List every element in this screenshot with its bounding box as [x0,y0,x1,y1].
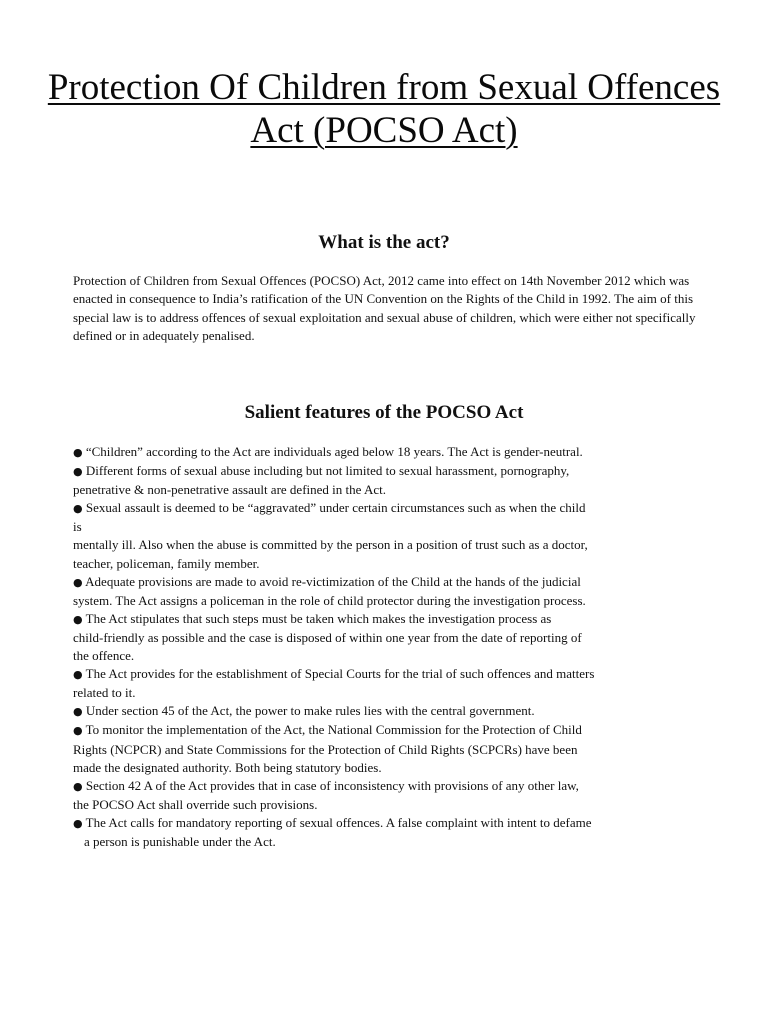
list-item [73,814,705,851]
bullet-icon: ● [73,446,83,459]
list-item-text-line: Adequate provisions are made to avoid re-victimization of the Child at the hands of the judicial [85,573,581,589]
list-item-text-line: related to it. [73,685,136,701]
list-item-text-line: Different forms of sexual abuse including but not limited to sexual harassment, pornography, [85,463,570,479]
bullet-icon: ● [73,779,83,793]
list-item [73,665,705,702]
document-title: Protection Of Children from Sexual Offences Act (POCSO Act) [47,67,721,151]
list-item [73,777,705,814]
list-item-text-line: made the designated authority. Both being statutory bodies. [73,759,382,775]
bullet-icon: ● [73,612,83,626]
bullet-icon: ● [73,465,83,479]
list-item [73,702,705,721]
section-heading-salient-features: Salient features of the POCSO Act [244,402,524,423]
list-item-text-line: teacher, policeman, family member. [73,555,260,571]
list-item-text-line: The Act calls for mandatory reporting of sexual offences. A false complaint with intent to defame [85,814,592,830]
list-item [73,721,705,776]
list-item [73,573,705,610]
bullet-icon: ● [73,502,83,516]
bullet-icon: ● [73,705,83,719]
list-item-text-line: is [73,519,82,535]
list-item-text-line: a person is punishable under the Act. [84,833,276,849]
list-item-text-line: “Children” according to the Act are individuals aged below 18 years. The Act is gender-neutral. [85,444,583,459]
bullet-icon: ● [73,668,83,682]
list-item-text-line: To monitor the implementation of the Act, the National Commission for the Protection of Child [85,722,582,738]
list-item-text-line: Rights (NCPCR) and State Commissions for the Protection of Child Rights (SCPCRs) have been [73,741,578,757]
list-item-text-line: The Act provides for the establishment of Special Courts for the trial of such offences and matters [85,666,595,682]
bullet-icon: ● [73,816,83,830]
bullet-icon: ● [73,575,83,589]
list-item [73,610,705,665]
list-item-text-line: Section 42 A of the Act provides that in case of inconsistency with provisions of any other law, [85,777,579,793]
list-item [73,462,705,499]
list-item-text-line: Under section 45 of the Act, the power to make rules lies with the central government. [85,703,535,719]
list-item-text-line: child-friendly as possible and the case is disposed of within one year from the date of reporting of [73,629,582,645]
list-item-text-line: the offence. [73,648,135,664]
bullet-icon: ● [73,724,83,738]
list-item-text-line: penetrative & non-penetrative assault are defined in the Act. [73,482,386,498]
list-item-text-line: Sexual assault is deemed to be “aggravated” under certain circumstances such as when the child [85,500,586,516]
list-item-text-line: system. The Act assigns a policeman in the role of child protector during the investigation process. [73,592,586,608]
list-item [73,499,705,572]
list-item-text-line: The Act stipulates that such steps must be taken which makes the investigation process as [85,610,552,626]
salient-features-list [73,443,705,851]
list-item [73,443,705,462]
list-item-text-line: mentally ill. Also when the abuse is committed by the person in a position of trust such as a doctor, [73,537,588,553]
section-paragraph-what-is-the-act: Protection of Children from Sexual Offences (POCSO) Act, 2012 came into effect on 14th November 2012 which was enacted in consequence to India’s ratification of the UN Convention on the Rights of the Child in 1992. The aim of this special law is to address offences of sexual exploitation and sexual abuse of children, which were either not specifically defined or in adequately penalised. [73,273,696,344]
list-item-text-line: the POCSO Act shall override such provisions. [73,796,318,812]
section-heading-what-is-the-act: What is the act? [318,232,450,253]
